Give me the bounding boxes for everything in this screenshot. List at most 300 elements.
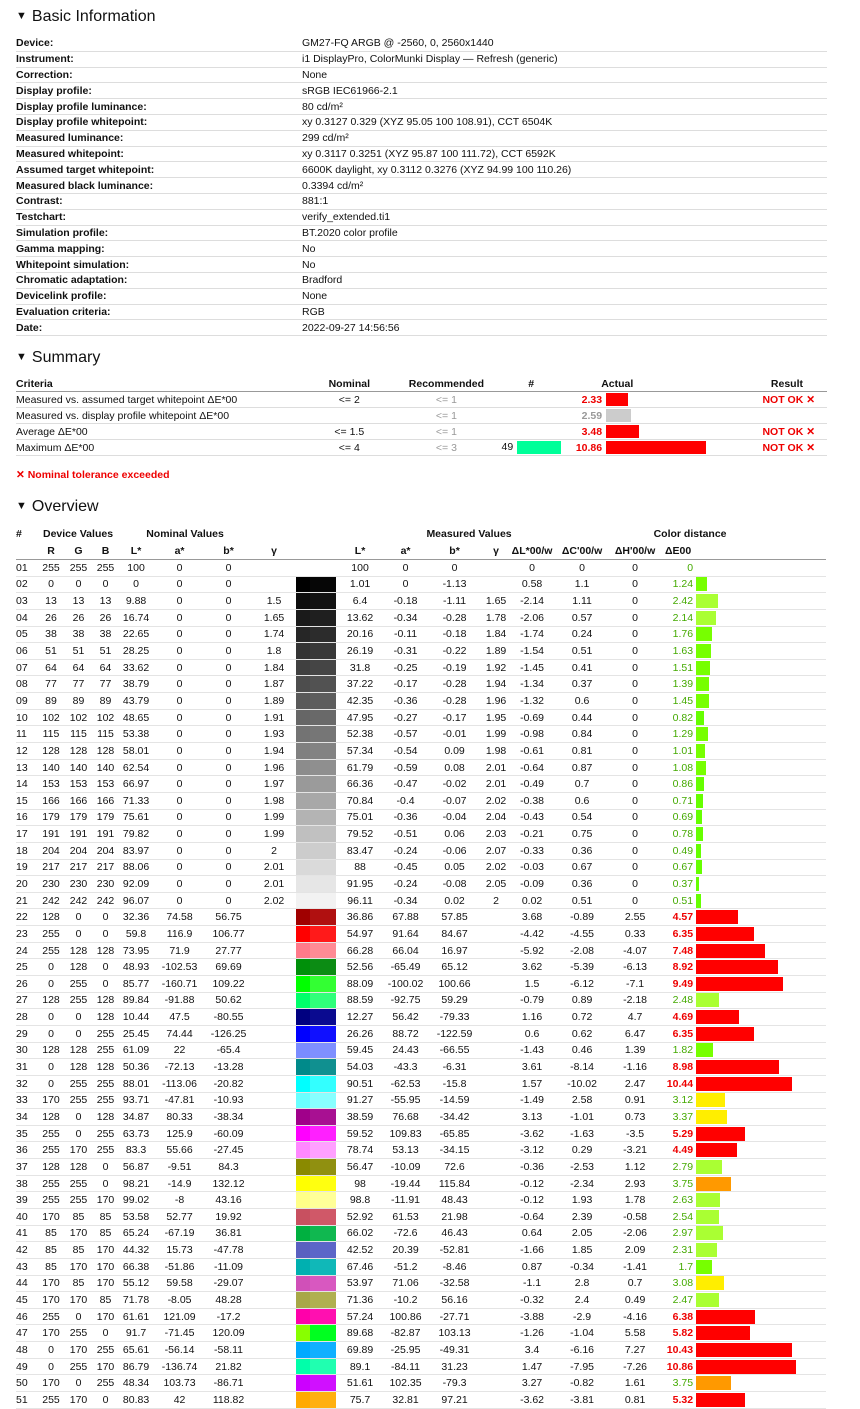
measured-a: 102.35 bbox=[384, 1375, 427, 1392]
device-b: 0 bbox=[93, 1325, 118, 1342]
nominal-b: 27.77 bbox=[205, 942, 252, 959]
device-g: 153 bbox=[64, 776, 93, 793]
device-b: 102 bbox=[93, 709, 118, 726]
device-r: 128 bbox=[38, 1159, 64, 1176]
collapse-triangle-icon[interactable]: ▼ bbox=[16, 10, 27, 22]
measured-b: 72.6 bbox=[427, 1159, 482, 1176]
delta-l: -0.12 bbox=[510, 1175, 554, 1192]
device-g: 128 bbox=[64, 959, 93, 976]
nominal-l: 44.32 bbox=[118, 1242, 154, 1259]
measured-swatch bbox=[310, 909, 336, 926]
overview-row bbox=[16, 942, 827, 959]
device-b: 85 bbox=[93, 1292, 118, 1309]
delta-l: -0.61 bbox=[510, 743, 554, 760]
nominal-values-header: Nominal Values bbox=[146, 527, 224, 540]
device-g: 85 bbox=[64, 1275, 93, 1292]
measured-gamma bbox=[482, 1059, 510, 1076]
measured-b: 65.12 bbox=[427, 959, 482, 976]
overview-row bbox=[16, 1308, 827, 1325]
measured-b: 0.08 bbox=[427, 759, 482, 776]
device-g: 64 bbox=[64, 659, 93, 676]
device-b: 13 bbox=[93, 593, 118, 610]
measured-b: 48.43 bbox=[427, 1192, 482, 1209]
delta-e-bar bbox=[696, 876, 826, 893]
device-g: 115 bbox=[64, 726, 93, 743]
measured-b: 46.43 bbox=[427, 1225, 482, 1242]
measured-a: -11.91 bbox=[384, 1192, 427, 1209]
delta-e: 2.48 bbox=[660, 992, 696, 1009]
delta-h: -2.06 bbox=[610, 1225, 660, 1242]
nominal-gamma bbox=[252, 576, 296, 593]
section-overview[interactable] bbox=[16, 498, 99, 516]
delta-e: 0.67 bbox=[660, 859, 696, 876]
info-key: Simulation profile: bbox=[16, 225, 302, 241]
device-r: 102 bbox=[38, 709, 64, 726]
nominal-a: 0 bbox=[154, 859, 205, 876]
delta-l: -0.43 bbox=[510, 809, 554, 826]
measured-l: 59.45 bbox=[336, 1042, 384, 1059]
nominal-gamma bbox=[252, 1175, 296, 1192]
device-g: 170 bbox=[64, 1142, 93, 1159]
column-header: b* bbox=[205, 542, 252, 560]
info-row bbox=[16, 99, 827, 115]
nominal-swatch bbox=[296, 876, 310, 893]
delta-c: -8.14 bbox=[554, 1059, 610, 1076]
delta-h: -4.07 bbox=[610, 942, 660, 959]
nominal-l: 43.79 bbox=[118, 693, 154, 710]
delta-h: -1.41 bbox=[610, 1258, 660, 1275]
measured-gamma bbox=[482, 959, 510, 976]
info-key: Testchart: bbox=[16, 209, 302, 225]
delta-e-bar bbox=[696, 1242, 826, 1259]
delta-e: 3.75 bbox=[660, 1375, 696, 1392]
delta-l: -0.09 bbox=[510, 876, 554, 893]
nominal-swatch bbox=[296, 909, 310, 926]
nominal-a: -160.71 bbox=[154, 976, 205, 993]
delta-c: -2.08 bbox=[554, 942, 610, 959]
measured-gamma bbox=[482, 1342, 510, 1359]
measured-swatch bbox=[310, 826, 336, 843]
measured-swatch bbox=[310, 1208, 336, 1225]
info-key: Contrast: bbox=[16, 193, 302, 209]
nominal-b: -65.4 bbox=[205, 1042, 252, 1059]
nominal-b: 0 bbox=[205, 576, 252, 593]
device-r: 170 bbox=[38, 1275, 64, 1292]
nominal-a: 42 bbox=[154, 1392, 205, 1409]
device-r: 128 bbox=[38, 1042, 64, 1059]
delta-h: 0 bbox=[610, 609, 660, 626]
delta-c: 2.58 bbox=[554, 1092, 610, 1109]
overview-row bbox=[16, 1075, 827, 1092]
device-g: 179 bbox=[64, 809, 93, 826]
nominal-a: 125.9 bbox=[154, 1125, 205, 1142]
nominal-l: 32.36 bbox=[118, 909, 154, 926]
delta-e-bar bbox=[696, 1025, 826, 1042]
device-r: 0 bbox=[38, 1059, 64, 1076]
delta-e: 1.51 bbox=[660, 659, 696, 676]
delta-l: 1.57 bbox=[510, 1075, 554, 1092]
info-row bbox=[16, 320, 827, 336]
measured-gamma bbox=[482, 926, 510, 943]
measured-l: 52.92 bbox=[336, 1208, 384, 1225]
delta-h: 0.73 bbox=[610, 1109, 660, 1126]
measured-b: 31.23 bbox=[427, 1358, 482, 1375]
delta-l: -1.1 bbox=[510, 1275, 554, 1292]
delta-h: -6.13 bbox=[610, 959, 660, 976]
delta-l: 1.16 bbox=[510, 1009, 554, 1026]
measured-swatch bbox=[310, 876, 336, 893]
delta-c: -3.81 bbox=[554, 1392, 610, 1409]
collapse-triangle-icon[interactable]: ▼ bbox=[16, 351, 27, 363]
measured-a: -10.2 bbox=[384, 1292, 427, 1309]
nominal-l: 85.77 bbox=[118, 976, 154, 993]
device-g: 128 bbox=[64, 1059, 93, 1076]
delta-e: 1.08 bbox=[660, 759, 696, 776]
row-number: 24 bbox=[16, 942, 38, 959]
delta-l: 3.27 bbox=[510, 1375, 554, 1392]
info-row bbox=[16, 241, 827, 257]
measured-l: 59.52 bbox=[336, 1125, 384, 1142]
nominal-gamma: 1.91 bbox=[252, 709, 296, 726]
nominal-gamma bbox=[252, 1192, 296, 1209]
measured-gamma bbox=[482, 1325, 510, 1342]
nominal-swatch bbox=[296, 992, 310, 1009]
nominal-b: -60.09 bbox=[205, 1125, 252, 1142]
delta-l: 3.68 bbox=[510, 909, 554, 926]
measured-swatch bbox=[310, 976, 336, 993]
delta-c: 0.36 bbox=[554, 842, 610, 859]
delta-e-bar bbox=[696, 643, 826, 660]
delta-c: 1.93 bbox=[554, 1192, 610, 1209]
info-value: sRGB IEC61966-2.1 bbox=[302, 83, 827, 99]
actual-value: 2.59 bbox=[561, 408, 606, 424]
delta-e-bar bbox=[696, 1125, 826, 1142]
device-b: 128 bbox=[93, 942, 118, 959]
delta-c: 0.29 bbox=[554, 1142, 610, 1159]
delta-c: 0.62 bbox=[554, 1025, 610, 1042]
device-b: 166 bbox=[93, 792, 118, 809]
row-number: 31 bbox=[16, 1059, 38, 1076]
row-number: 42 bbox=[16, 1242, 38, 1259]
delta-e: 5.29 bbox=[660, 1125, 696, 1142]
nominal-gamma: 2.01 bbox=[252, 859, 296, 876]
device-g: 0 bbox=[64, 1025, 93, 1042]
measured-a: -62.53 bbox=[384, 1075, 427, 1092]
row-number: 13 bbox=[16, 759, 38, 776]
measured-a: -72.6 bbox=[384, 1225, 427, 1242]
measured-gamma bbox=[482, 1392, 510, 1409]
measured-b: 0.02 bbox=[427, 892, 482, 909]
delta-h: 2.93 bbox=[610, 1175, 660, 1192]
row-number: 47 bbox=[16, 1325, 38, 1342]
device-b: 0 bbox=[93, 1175, 118, 1192]
device-g: 204 bbox=[64, 842, 93, 859]
nominal-a: -8.05 bbox=[154, 1292, 205, 1309]
nominal-l: 66.38 bbox=[118, 1258, 154, 1275]
row-number: 49 bbox=[16, 1358, 38, 1375]
measured-b: 16.97 bbox=[427, 942, 482, 959]
delta-e: 1.45 bbox=[660, 693, 696, 710]
row-number: 38 bbox=[16, 1175, 38, 1192]
measured-b: -27.71 bbox=[427, 1308, 482, 1325]
measured-l: 37.22 bbox=[336, 676, 384, 693]
device-r: 255 bbox=[38, 926, 64, 943]
measured-b: -0.28 bbox=[427, 676, 482, 693]
info-key: Display profile whitepoint: bbox=[16, 114, 302, 130]
measured-swatch bbox=[310, 809, 336, 826]
nominal-l: 25.45 bbox=[118, 1025, 154, 1042]
measured-l: 20.16 bbox=[336, 626, 384, 643]
measured-a: 61.53 bbox=[384, 1208, 427, 1225]
measured-a: 24.43 bbox=[384, 1042, 427, 1059]
nominal-swatch bbox=[296, 1358, 310, 1375]
nominal-b: 0 bbox=[205, 626, 252, 643]
device-r: 89 bbox=[38, 693, 64, 710]
device-g: 255 bbox=[64, 1192, 93, 1209]
measured-swatch bbox=[310, 1175, 336, 1192]
nominal-b: 0 bbox=[205, 776, 252, 793]
device-b: 255 bbox=[93, 1092, 118, 1109]
nominal-l: 86.79 bbox=[118, 1358, 154, 1375]
overview-row bbox=[16, 1208, 827, 1225]
info-row bbox=[16, 304, 827, 320]
nominal-a: 0 bbox=[154, 726, 205, 743]
delta-c: 0.7 bbox=[554, 776, 610, 793]
info-row bbox=[16, 209, 827, 225]
measured-b: -0.18 bbox=[427, 626, 482, 643]
measured-gamma: 2.02 bbox=[482, 859, 510, 876]
row-number: 27 bbox=[16, 992, 38, 1009]
overview-row bbox=[16, 1059, 827, 1076]
measured-b: 56.16 bbox=[427, 1292, 482, 1309]
measured-swatch bbox=[310, 659, 336, 676]
nominal-a: -71.45 bbox=[154, 1325, 205, 1342]
device-r: 140 bbox=[38, 759, 64, 776]
nominal-swatch bbox=[296, 1109, 310, 1126]
measured-b: -0.08 bbox=[427, 876, 482, 893]
measured-values-header: Measured Values bbox=[426, 527, 512, 540]
device-r: 255 bbox=[38, 1192, 64, 1209]
nominal-swatch bbox=[296, 1175, 310, 1192]
nominal-a: 0 bbox=[154, 659, 205, 676]
criteria-cell: Average ΔE*00 bbox=[16, 424, 307, 440]
delta-e: 2.47 bbox=[660, 1292, 696, 1309]
collapse-triangle-icon[interactable]: ▼ bbox=[16, 500, 27, 512]
delta-e-bar bbox=[696, 1292, 826, 1309]
nominal-swatch bbox=[296, 1125, 310, 1142]
nominal-gamma: 1.5 bbox=[252, 593, 296, 610]
delta-c: 0.37 bbox=[554, 676, 610, 693]
delta-l: -2.14 bbox=[510, 593, 554, 610]
delta-c: -6.16 bbox=[554, 1342, 610, 1359]
nominal-swatch bbox=[296, 1009, 310, 1026]
delta-c: -4.55 bbox=[554, 926, 610, 943]
device-g: 85 bbox=[64, 1208, 93, 1225]
nominal-b: 0 bbox=[205, 560, 252, 577]
nominal-gamma: 1.94 bbox=[252, 743, 296, 760]
device-b: 179 bbox=[93, 809, 118, 826]
info-key: Display profile: bbox=[16, 83, 302, 99]
delta-h: 0 bbox=[610, 776, 660, 793]
delta-e: 3.12 bbox=[660, 1092, 696, 1109]
device-r: 85 bbox=[38, 1225, 64, 1242]
row-number: 22 bbox=[16, 909, 38, 926]
info-value: Bradford bbox=[302, 272, 827, 288]
delta-c: 0.6 bbox=[554, 693, 610, 710]
info-key: Date: bbox=[16, 320, 302, 336]
info-row bbox=[16, 288, 827, 304]
measured-b: -0.28 bbox=[427, 693, 482, 710]
measured-l: 66.02 bbox=[336, 1225, 384, 1242]
nominal-gamma: 1.99 bbox=[252, 826, 296, 843]
delta-h: 0.49 bbox=[610, 1292, 660, 1309]
delta-e: 2.14 bbox=[660, 609, 696, 626]
nominal-l: 56.87 bbox=[118, 1159, 154, 1176]
row-number: 04 bbox=[16, 609, 38, 626]
device-g: 170 bbox=[64, 1342, 93, 1359]
info-value: No bbox=[302, 241, 827, 257]
device-g: 255 bbox=[64, 1325, 93, 1342]
delta-e-bar bbox=[696, 1208, 826, 1225]
nominal-gamma: 1.93 bbox=[252, 726, 296, 743]
overview-row bbox=[16, 709, 827, 726]
nominal-a: 47.5 bbox=[154, 1009, 205, 1026]
device-r: 0 bbox=[38, 976, 64, 993]
section-basic-information[interactable] bbox=[16, 8, 156, 26]
measured-b: 0.05 bbox=[427, 859, 482, 876]
measured-a: 100.86 bbox=[384, 1308, 427, 1325]
row-number: 37 bbox=[16, 1159, 38, 1176]
info-row bbox=[16, 83, 827, 99]
measured-gamma bbox=[482, 1208, 510, 1225]
device-r: 0 bbox=[38, 959, 64, 976]
measured-l: 42.35 bbox=[336, 693, 384, 710]
measured-gamma: 1.94 bbox=[482, 676, 510, 693]
section-summary[interactable] bbox=[16, 349, 100, 367]
delta-c: 0.6 bbox=[554, 792, 610, 809]
measured-l: 71.36 bbox=[336, 1292, 384, 1309]
nominal-gamma bbox=[252, 1142, 296, 1159]
measured-gamma bbox=[482, 909, 510, 926]
device-g: 0 bbox=[64, 576, 93, 593]
device-b: 170 bbox=[93, 1275, 118, 1292]
nominal-gamma bbox=[252, 1042, 296, 1059]
count-swatch bbox=[517, 441, 561, 454]
measured-gamma: 1.96 bbox=[482, 693, 510, 710]
nominal-a: -47.81 bbox=[154, 1092, 205, 1109]
measured-a: -0.4 bbox=[384, 792, 427, 809]
measured-swatch bbox=[310, 1042, 336, 1059]
overview-row bbox=[16, 576, 827, 593]
nominal-a: -91.88 bbox=[154, 992, 205, 1009]
delta-l: 3.13 bbox=[510, 1109, 554, 1126]
measured-gamma bbox=[482, 942, 510, 959]
nominal-l: 10.44 bbox=[118, 1009, 154, 1026]
column-header: B bbox=[93, 542, 118, 560]
device-b: 0 bbox=[93, 1392, 118, 1409]
measured-a: -43.3 bbox=[384, 1059, 427, 1076]
row-number: 29 bbox=[16, 1025, 38, 1042]
delta-h: -3.21 bbox=[610, 1142, 660, 1159]
nominal-l: 80.83 bbox=[118, 1392, 154, 1409]
nominal-l: 38.79 bbox=[118, 676, 154, 693]
delta-c: 0.46 bbox=[554, 1042, 610, 1059]
device-b: 170 bbox=[93, 1358, 118, 1375]
column-header: γ bbox=[252, 542, 296, 560]
nominal-cell bbox=[307, 408, 392, 424]
nominal-b: 0 bbox=[205, 709, 252, 726]
measured-l: 89.68 bbox=[336, 1325, 384, 1342]
nominal-l: 99.02 bbox=[118, 1192, 154, 1209]
nominal-swatch bbox=[296, 1059, 310, 1076]
count-value: 49 bbox=[501, 441, 514, 454]
measured-a: -0.27 bbox=[384, 709, 427, 726]
measured-gamma: 1.84 bbox=[482, 626, 510, 643]
device-r: 0 bbox=[38, 1358, 64, 1375]
nominal-swatch bbox=[296, 926, 310, 943]
nominal-swatch bbox=[296, 643, 310, 660]
measured-swatch bbox=[310, 926, 336, 943]
measured-a: -0.51 bbox=[384, 826, 427, 843]
device-b: 128 bbox=[93, 992, 118, 1009]
delta-e: 1.82 bbox=[660, 1042, 696, 1059]
info-key: Instrument: bbox=[16, 51, 302, 67]
measured-swatch bbox=[310, 942, 336, 959]
nominal-gamma bbox=[252, 1159, 296, 1176]
measured-l: 66.36 bbox=[336, 776, 384, 793]
nominal-a: 22 bbox=[154, 1042, 205, 1059]
measured-b: -0.01 bbox=[427, 726, 482, 743]
measured-swatch bbox=[310, 959, 336, 976]
device-g: 255 bbox=[64, 1358, 93, 1375]
nominal-l: 100 bbox=[118, 560, 154, 577]
delta-e-bar bbox=[696, 626, 826, 643]
result-cell bbox=[748, 408, 827, 424]
row-number: 20 bbox=[16, 876, 38, 893]
delta-e: 0.69 bbox=[660, 809, 696, 826]
measured-swatch bbox=[310, 1258, 336, 1275]
delta-l: -1.45 bbox=[510, 659, 554, 676]
delta-h: -1.16 bbox=[610, 1059, 660, 1076]
delta-e-bar bbox=[696, 709, 826, 726]
delta-e: 10.44 bbox=[660, 1075, 696, 1092]
delta-h: 2.55 bbox=[610, 909, 660, 926]
device-b: 170 bbox=[93, 1242, 118, 1259]
nominal-l: 48.34 bbox=[118, 1375, 154, 1392]
measured-gamma bbox=[482, 992, 510, 1009]
overview-row bbox=[16, 726, 827, 743]
measured-b: -52.81 bbox=[427, 1242, 482, 1259]
info-row bbox=[16, 51, 827, 67]
measured-b: -49.31 bbox=[427, 1342, 482, 1359]
delta-h: 0 bbox=[610, 842, 660, 859]
device-r: 38 bbox=[38, 626, 64, 643]
device-g: 217 bbox=[64, 859, 93, 876]
device-b: 26 bbox=[93, 609, 118, 626]
nominal-b: 56.75 bbox=[205, 909, 252, 926]
info-row bbox=[16, 130, 827, 146]
delta-c: -1.04 bbox=[554, 1325, 610, 1342]
measured-gamma bbox=[482, 1242, 510, 1259]
nominal-swatch bbox=[296, 842, 310, 859]
delta-e: 0.86 bbox=[660, 776, 696, 793]
nominal-a: 0 bbox=[154, 876, 205, 893]
measured-b: -66.55 bbox=[427, 1042, 482, 1059]
device-b: 140 bbox=[93, 759, 118, 776]
device-r: 0 bbox=[38, 1075, 64, 1092]
info-value: xy 0.3127 0.329 (XYZ 95.05 100 108.91), CCT 6504K bbox=[302, 114, 827, 130]
overview-row bbox=[16, 676, 827, 693]
